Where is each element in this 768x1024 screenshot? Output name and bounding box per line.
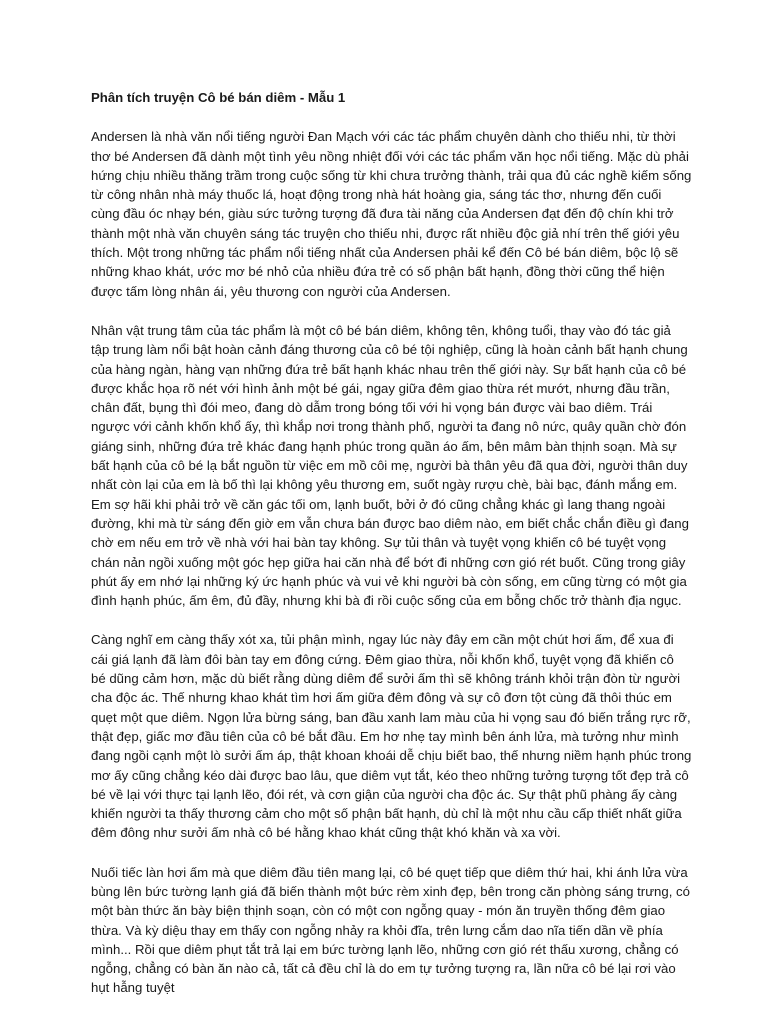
paragraph-2: Nhân vật trung tâm của tác phẩm là một cô bé bán diêm, không tên, không tuổi, thay vào đó tác giả tập trung làm nổi bật hoàn cảnh đáng thương của cô bé tội nghiệp, cũng là hoàn cảnh bất hạnh chung của hàng ngàn, hàng vạn những đứa trẻ bất hạnh khác nhau trên thế giới này. Sự bất hạnh của cô bé được khắc họa rõ nét với hình ảnh một bé gái, ngay giữa đêm giao thừa rét mướt, nhưng đầu trần, chân đất, bụng thì đói meo, đang dò dẫm trong bóng tối với hi vọng bán được vài bao diêm. Trái ngược với cảnh khốn khổ ấy, thì khắp nơi trong thành phố, người ta đang nô nức, quây quần chờ đón giáng sinh, những đứa trẻ khác đang hạnh phúc trong quần áo ấm, bên mâm bàn thịnh soạn. Mà sự bất hạnh của cô bé lạ bắt nguồn từ việc em mồ côi mẹ, người bà thân yêu đã qua đời, người thân duy nhất còn lại của em là bố thì lại không yêu thương em, suốt ngày rượu chè, bài bạc, đánh mắng em. Em sợ hãi khi phải trở về căn gác tối om, lạnh buốt, bởi ở đó cũng chẳng khác gì lang thang ngoài đường, khi mà từ sáng đến giờ em vẫn chưa bán được bao diêm nào, em biết chắc chắn điều gì đang chờ em nếu em trở về nhà với hai bàn tay không. Sự tủi thân và tuyệt vọng khiến cô bé tuyệt vọng chán nản ngồi xuống một góc hẹp giữa hai căn nhà để bớt đi những cơn gió rét buốt. Cũng trong giây phút ấy em nhớ lại những ký ức hạnh phúc và vui vẻ khi người bà còn sống, em cũng từng có một gia đình hạnh phúc, ấm êm, đủ đầy, nhưng khi bà đi rồi cuộc sống của em bỗng chốc trở thành địa ngục. <box>91 322 689 609</box>
paragraph-4: Nuối tiếc làn hơi ấm mà que diêm đầu tiên mang lại, cô bé quẹt tiếp que diêm thứ hai, khi ánh lửa vừa bùng lên bức tường lạnh giá đã biến thành một bức rèm xinh đẹp, bên trong căn phòng sáng trưng, có một bàn thức ăn bày biện thịnh soạn, còn có một con ngỗng quay - món ăn truyền thống đêm giao thừa. Và kỳ diệu thay em thấy con ngỗng nhảy ra khỏi đĩa, trên lưng cắm dao nĩa tiến dần về phía mình... Rồi que diêm phụt tắt trả lại em bức tường lạnh lẽo, những cơn gió rét thấu xương, chẳng có ngỗng, chẳng có bàn ăn nào cả, tất cả đều chỉ là do em tự tưởng tượng ra, lần nữa cô bé lại rơi vào hụt hẫng tuyệt <box>91 864 690 996</box>
document-title: Phân tích truyện Cô bé bán diêm - Mẫu 1 <box>91 90 346 105</box>
paragraph-1: Andersen là nhà văn nổi tiếng người Đan Mạch với các tác phẩm chuyên dành cho thiếu nhi, từ thời thơ bé Andersen đã dành một tình yêu nồng nhiệt đối với các tác phẩm văn học nổi tiếng. Mặc dù phải hứng chịu nhiều thăng trầm trong cuộc sống từ khi chưa trưởng thành, trải qua đủ các nghề kiếm sống từ công nhân nhà máy thuốc lá, hoạt động trong nhà hát hoàng gia, sáng tác thơ, nhưng đến cuối cùng đầu óc nhạy bén, giàu sức tưởng tượng đã đưa tài năng của Andersen đạt đến độ chín khi trở thành một nhà văn chuyên sáng tác truyện cho thiếu nhi, được rất nhiều độc giả nhí trên thế giới yêu thích. Một trong những tác phẩm nổi tiếng nhất của Andersen phải kể đến Cô bé bán diêm, bộc lộ sẽ những khao khát, ước mơ bé nhỏ của nhiều đứa trẻ có số phận bất hạnh, đồng thời cũng thể hiện được tấm lòng nhân ái, yêu thương con người của Andersen. <box>91 129 692 299</box>
paragraph-3: Càng nghĩ em càng thấy xót xa, tủi phận mình, ngay lúc này đây em cần một chút hơi ấm, để xua đi cái giá lạnh đã làm đôi bàn tay em đông cứng. Đêm giao thừa, nỗi khốn khổ, tuyệt vọng đã khiến cô bé dũng cảm hơn, mặc dù biết rằng dùng diêm để sưởi ấm thì sẽ không tránh khỏi trận đòn từ người cha độc ác. Thế nhưng khao khát tìm hơi ấm giữa đêm đông và sự cô đơn tột cùng đã thôi thúc em quẹt một que diêm. Ngọn lửa bừng sáng, ban đầu xanh lam màu của hi vọng sau đó biến trắng rực rỡ, thật đẹp, giấc mơ đầu tiên của cô bé bắt đầu. Em hơ nhẹ tay mình bên ánh lửa, mà tưởng như mình đang ngồi cạnh một lò sưởi ấm áp, thật khoan khoái dễ chịu biết bao, thế nhưng niềm hạnh phúc trong mơ ấy cũng chẳng kéo dài được bao lâu, que diêm vụt tắt, kéo theo những tưởng tượng tốt đẹp trả cô bé về lại với thực tại lạnh lẽo, đói rét, và cơn giận của người cha độc ác. Sự thật phũ phàng ấy càng khiến người ta thấy thương cảm cho một số phận bất hạnh, dù chỉ là một nhu cầu cấp thiết nhất giữa đêm đông như sưởi ấm nhà cô bé hằng khao khát cũng thật khó khăn và xa vời. <box>91 632 692 841</box>
